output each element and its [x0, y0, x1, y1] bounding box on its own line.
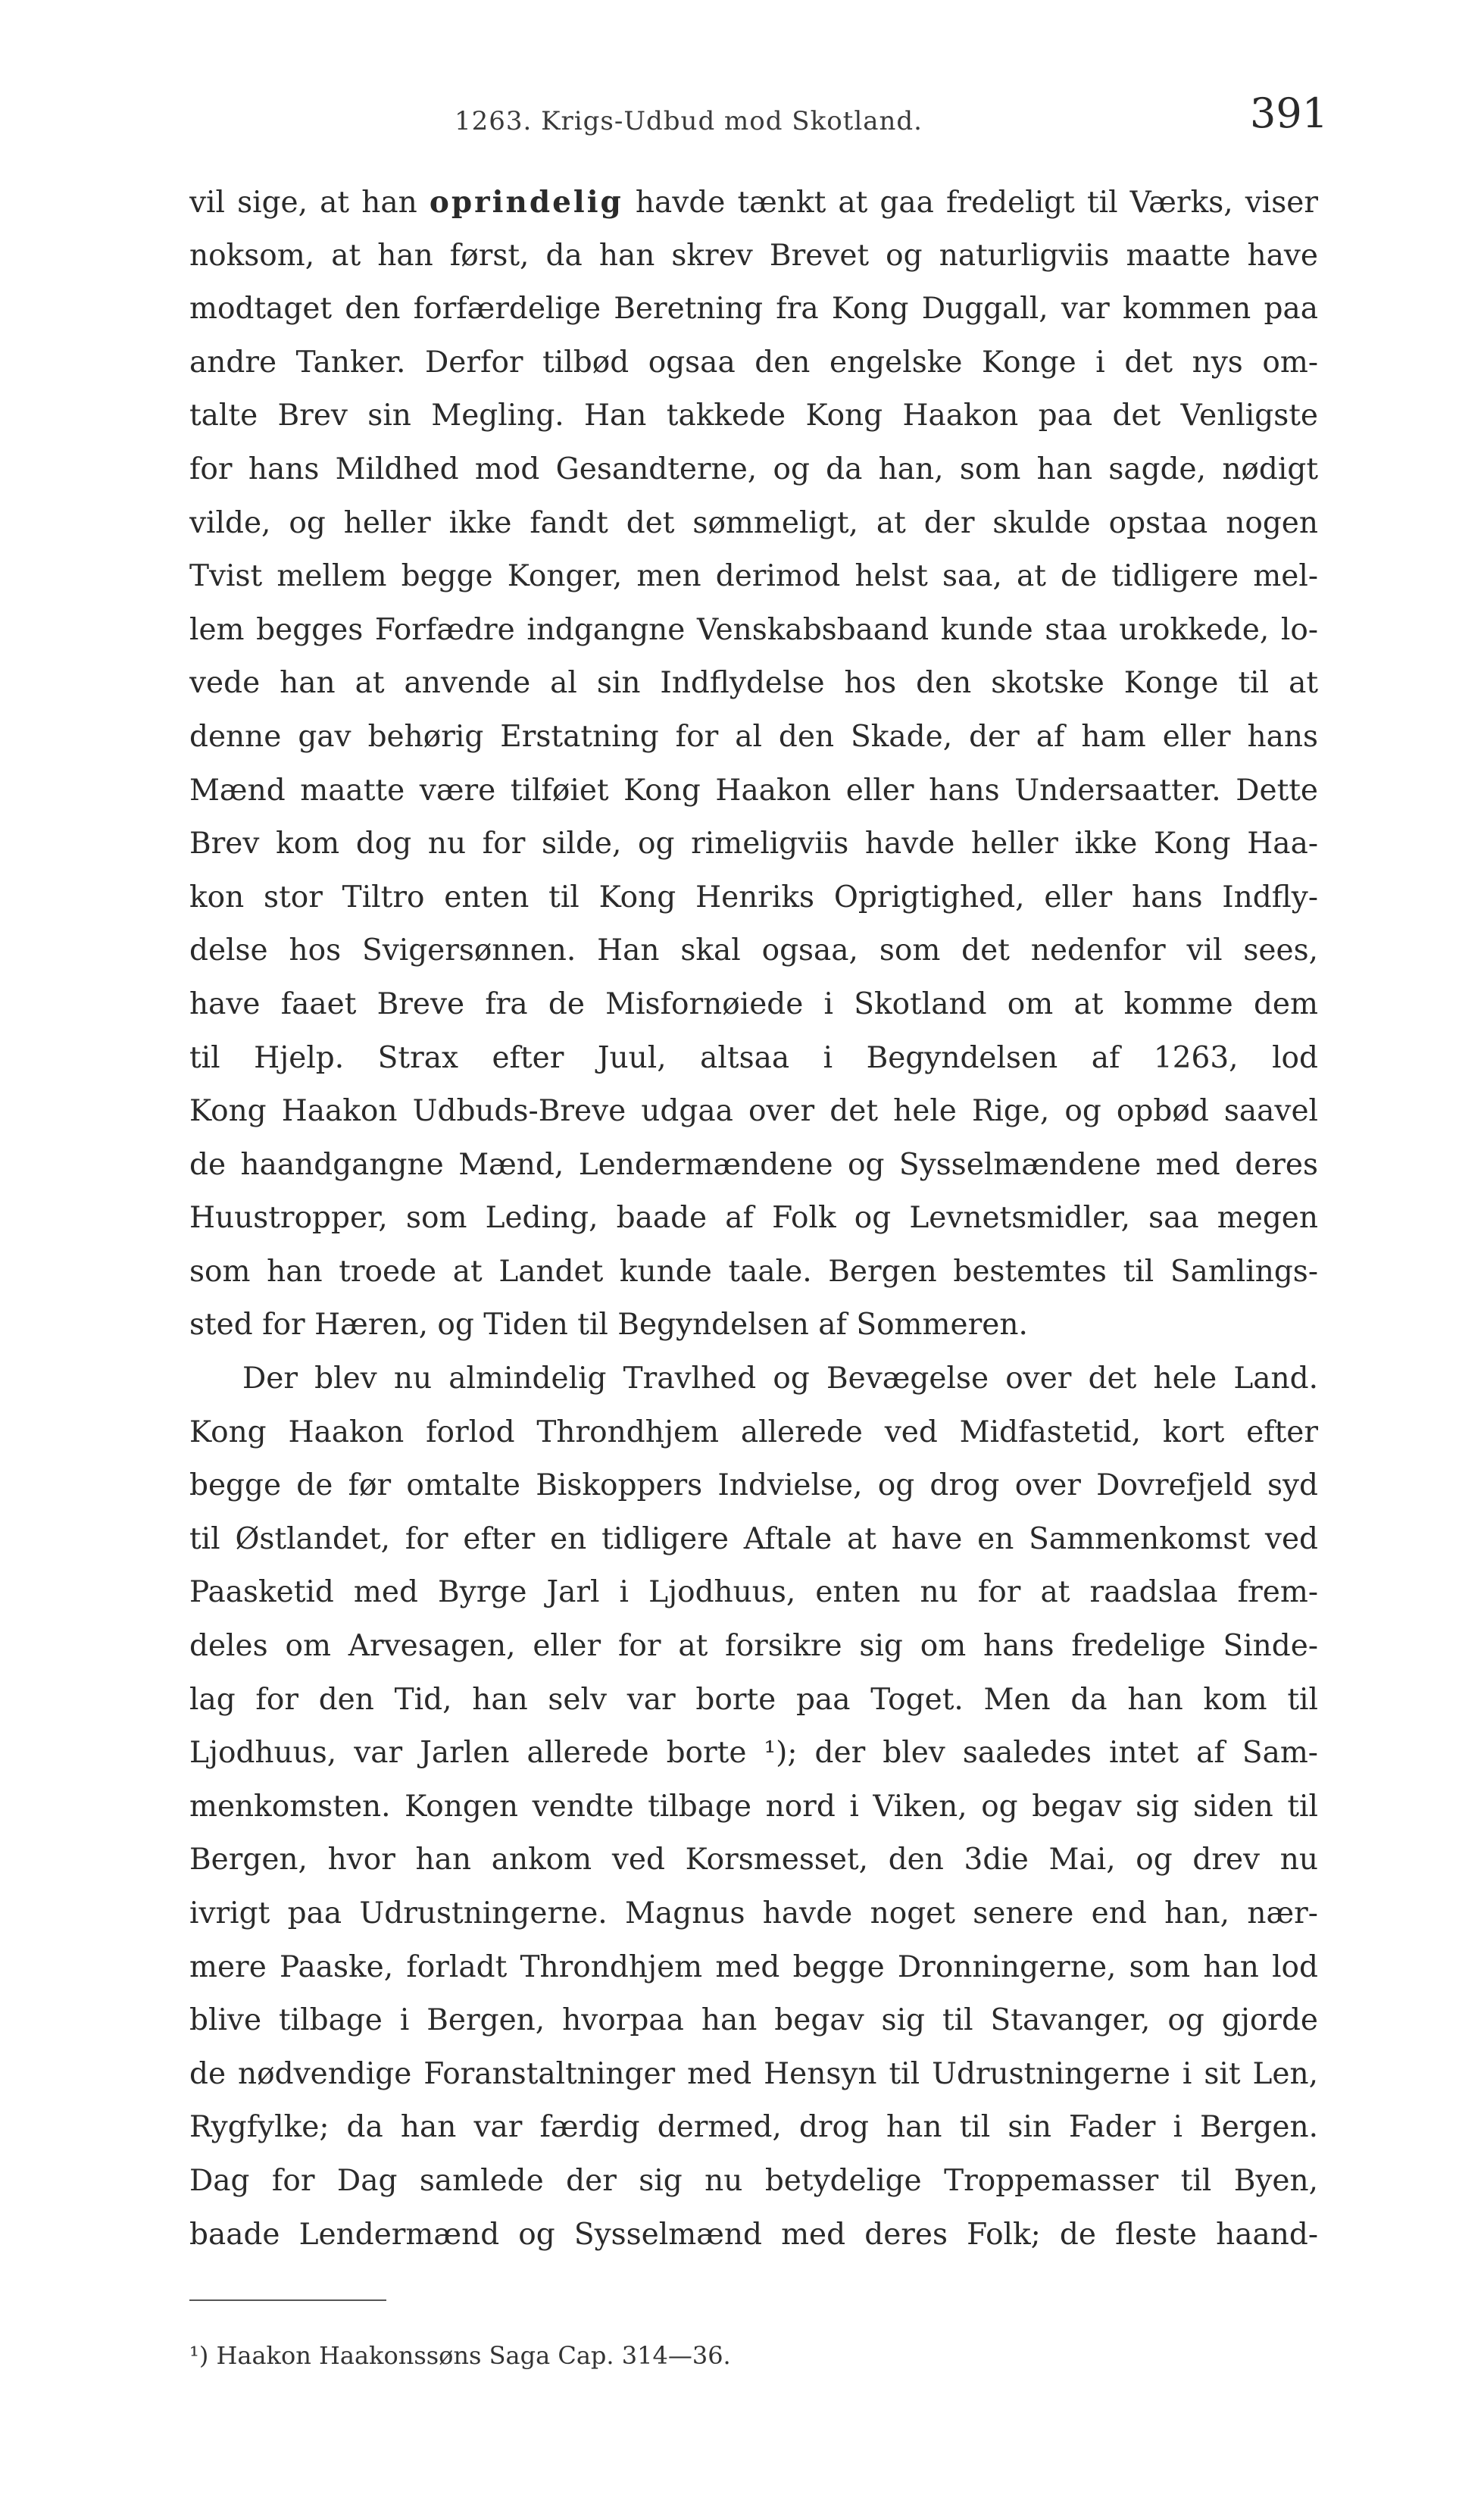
text-line: delse hos Svigersønnen. Han skal ogsaa, som det nedenfor vil sees, — [189, 933, 1318, 968]
text-line: vede han at anvende al sin Indflydelse hos den skotske Konge til at — [189, 666, 1318, 701]
text-line: andre Tanker. Derfor tilbød ogsaa den engelske Konge i det nys om- — [189, 345, 1318, 380]
text-line: denne gav behørig Erstatning for al den Skade, der af ham eller hans — [189, 719, 1318, 754]
text-line: kon stor Tiltro enten til Kong Henriks Oprigtighed, eller hans Indfly- — [189, 880, 1318, 914]
text-line: Mænd maatte være tilføiet Kong Haakon eller hans Undersaatter. Dette — [189, 773, 1318, 808]
text-line: modtaget den forfærdelige Beretning fra Kong Duggall, var kommen paa — [189, 292, 1318, 327]
text-line: Ljodhuus, var Jarlen allerede borte ¹); der blev saaledes intet af Sam- — [189, 1736, 1318, 1771]
text-line: Kong Haakon forlod Throndhjem allerede ved Midfastetid, kort efter — [189, 1415, 1318, 1449]
text-line: til Hjelp. Strax efter Juul, altsaa i Begyndelsen af 1263, lod — [189, 1040, 1318, 1075]
text-segment: havde tænkt at gaa fredeligt til Værks, viser — [623, 186, 1318, 220]
text-line: Rygfylke; da han var færdig dermed, drog han til sin Fader i Bergen. — [189, 2110, 1318, 2145]
text-line — [189, 176, 1318, 230]
text-line: menkomsten. Kongen vendte tilbage nord i Viken, og begav sig siden til — [189, 1789, 1318, 1824]
text-line: have faaet Breve fra de Misfornøiede i Skotland om at komme dem — [189, 986, 1318, 1021]
footnote: ¹) Haakon Haakonssøns Saga Cap. 314—36. — [189, 2341, 731, 2370]
running-title: 1263. Krigs-Udbud mod Skotland. — [455, 106, 923, 136]
text-line: lag for den Tid, han selv var borte paa Toget. Men da han kom til — [189, 1682, 1318, 1717]
text-line: mere Paaske, forladt Throndhjem med begge Dronningerne, som han lod — [189, 1949, 1318, 1984]
text-line: deles om Arvesagen, eller for at forsikre sig om hans fredelige Sinde- — [189, 1629, 1318, 1664]
text-line: lem begges Forfædre indgangne Venskabsbaand kunde staa urokkede, lo- — [189, 612, 1318, 647]
text-line: noksom, at han først, da han skrev Brevet og naturligviis maatte have — [189, 238, 1318, 273]
text-line: Paasketid med Byrge Jarl i Ljodhuus, enten nu for at raadslaa frem- — [189, 1575, 1318, 1610]
text-line: Kong Haakon Udbuds-Breve udgaa over det hele Rige, og opbød saavel — [189, 1094, 1318, 1129]
text-line: til Østlandet, for efter en tidligere Aftale at have en Sammenkomst ved — [189, 1521, 1318, 1556]
footnote-rule — [189, 2299, 386, 2301]
text-line: som han troede at Landet kunde taale. Bergen bestemtes til Samlings- — [189, 1254, 1318, 1289]
text-line: de haandgangne Mænd, Lendermændene og Sysselmændene med deres — [189, 1147, 1318, 1182]
text-line: Huustropper, som Leding, baade af Folk og Levnetsmidler, saa megen — [189, 1201, 1318, 1236]
text-line: Brev kom dog nu for silde, og rimeligviis havde heller ikke Kong Haa- — [189, 827, 1318, 861]
text-line: Tvist mellem begge Konger, men derimod helst saa, at de tidligere mel- — [189, 559, 1318, 594]
body-text — [189, 176, 1318, 2262]
text-line: de nødvendige Foranstaltninger med Hensyn til Udrustningerne i sit Len, — [189, 2056, 1318, 2091]
text-line: blive tilbage i Bergen, hvorpaa han begav sig til Stavanger, og gjorde — [189, 2003, 1318, 2038]
text-segment: vil sige, at han — [189, 186, 430, 220]
text-line: baade Lendermænd og Sysselmænd med deres Folk; de fleste haand- — [189, 2217, 1318, 2252]
text-line: begge de før omtalte Biskoppers Indvielse, og drog over Dovrefjeld syd — [189, 1468, 1318, 1503]
text-line: vilde, og heller ikke fandt det sømmeligt, at der skulde opstaa nogen — [189, 505, 1318, 540]
text-line: for hans Mildhed mod Gesandterne, og da han, som han sagde, nødigt — [189, 452, 1318, 486]
text-line: talte Brev sin Megling. Han takkede Kong Haakon paa det Venligste — [189, 399, 1318, 433]
emphasized-word: oprindelig — [429, 185, 623, 220]
text-line: Der blev nu almindelig Travlhed og Bevægelse over det hele Land. — [242, 1361, 1318, 1396]
text-line: ivrigt paa Udrustningerne. Magnus havde noget senere end han, nær- — [189, 1896, 1318, 1930]
text-line: sted for Hæren, og Tiden til Begyndelsen af Sommeren. — [189, 1308, 1028, 1343]
running-head — [0, 89, 1484, 150]
page-number: 391 — [1250, 89, 1329, 137]
text-line: Dag for Dag samlede der sig nu betydelige Troppemasser til Byen, — [189, 2163, 1318, 2198]
text-line: Bergen, hvor han ankom ved Korsmesset, den 3die Mai, og drev nu — [189, 1843, 1318, 1877]
